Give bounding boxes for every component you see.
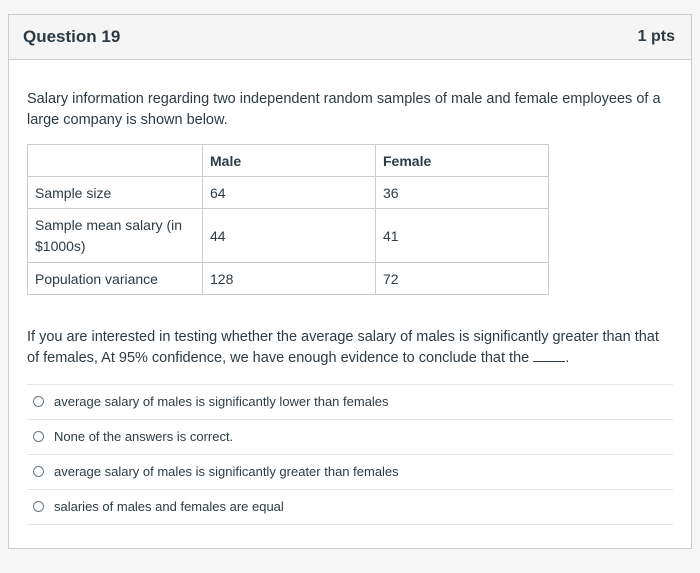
table-header-row: [28, 145, 549, 177]
table-header-cell: [28, 145, 203, 177]
answer-option[interactable]: [27, 420, 673, 455]
question-header: [9, 15, 691, 60]
row-label: Population variance: [28, 263, 203, 295]
table-row: [28, 263, 549, 295]
answer-option[interactable]: [27, 490, 673, 525]
answer-label: salaries of males and females are equal: [54, 499, 284, 514]
radio-button[interactable]: [33, 466, 44, 477]
row-label: Sample size: [28, 177, 203, 209]
answer-label: None of the answers is correct.: [54, 429, 234, 444]
female-value: 41: [376, 209, 549, 263]
answer-list: [27, 384, 673, 525]
table-header-cell: Female: [376, 145, 549, 177]
question-prompt: [27, 327, 673, 369]
radio-button[interactable]: [33, 431, 44, 442]
table-row: [28, 209, 549, 263]
question-title: Question 19: [23, 27, 121, 46]
table-row: [28, 177, 549, 209]
male-value: 44: [203, 209, 376, 263]
prompt-text: If you are interested in testing whether the average salary of males is significantly greater than that of females, At 95% confidence, we have enough evidence to conclude that the: [27, 329, 659, 366]
salary-table: [27, 144, 549, 295]
question-body: [9, 89, 691, 525]
question-intro: Salary information regarding two independent random samples of male and female employees of a large company is shown below.: [27, 91, 661, 128]
radio-button[interactable]: [33, 501, 44, 512]
prompt-end: .: [565, 350, 570, 366]
female-value: 36: [376, 177, 549, 209]
radio-button[interactable]: [33, 396, 44, 407]
table-header-cell: Male: [203, 145, 376, 177]
answer-label: average salary of males is significantly greater than females: [54, 464, 399, 479]
male-value: 128: [203, 263, 376, 295]
question-points: 1 pts: [637, 28, 675, 45]
question-card: [8, 14, 692, 549]
female-value: 72: [376, 263, 549, 295]
answer-label: average salary of males is significantly lower than females: [54, 394, 389, 409]
row-label: Sample mean salary (in $1000s): [28, 209, 203, 263]
answer-option[interactable]: [27, 385, 673, 420]
male-value: 64: [203, 177, 376, 209]
answer-option[interactable]: [27, 455, 673, 490]
answer-blank: [533, 349, 565, 362]
